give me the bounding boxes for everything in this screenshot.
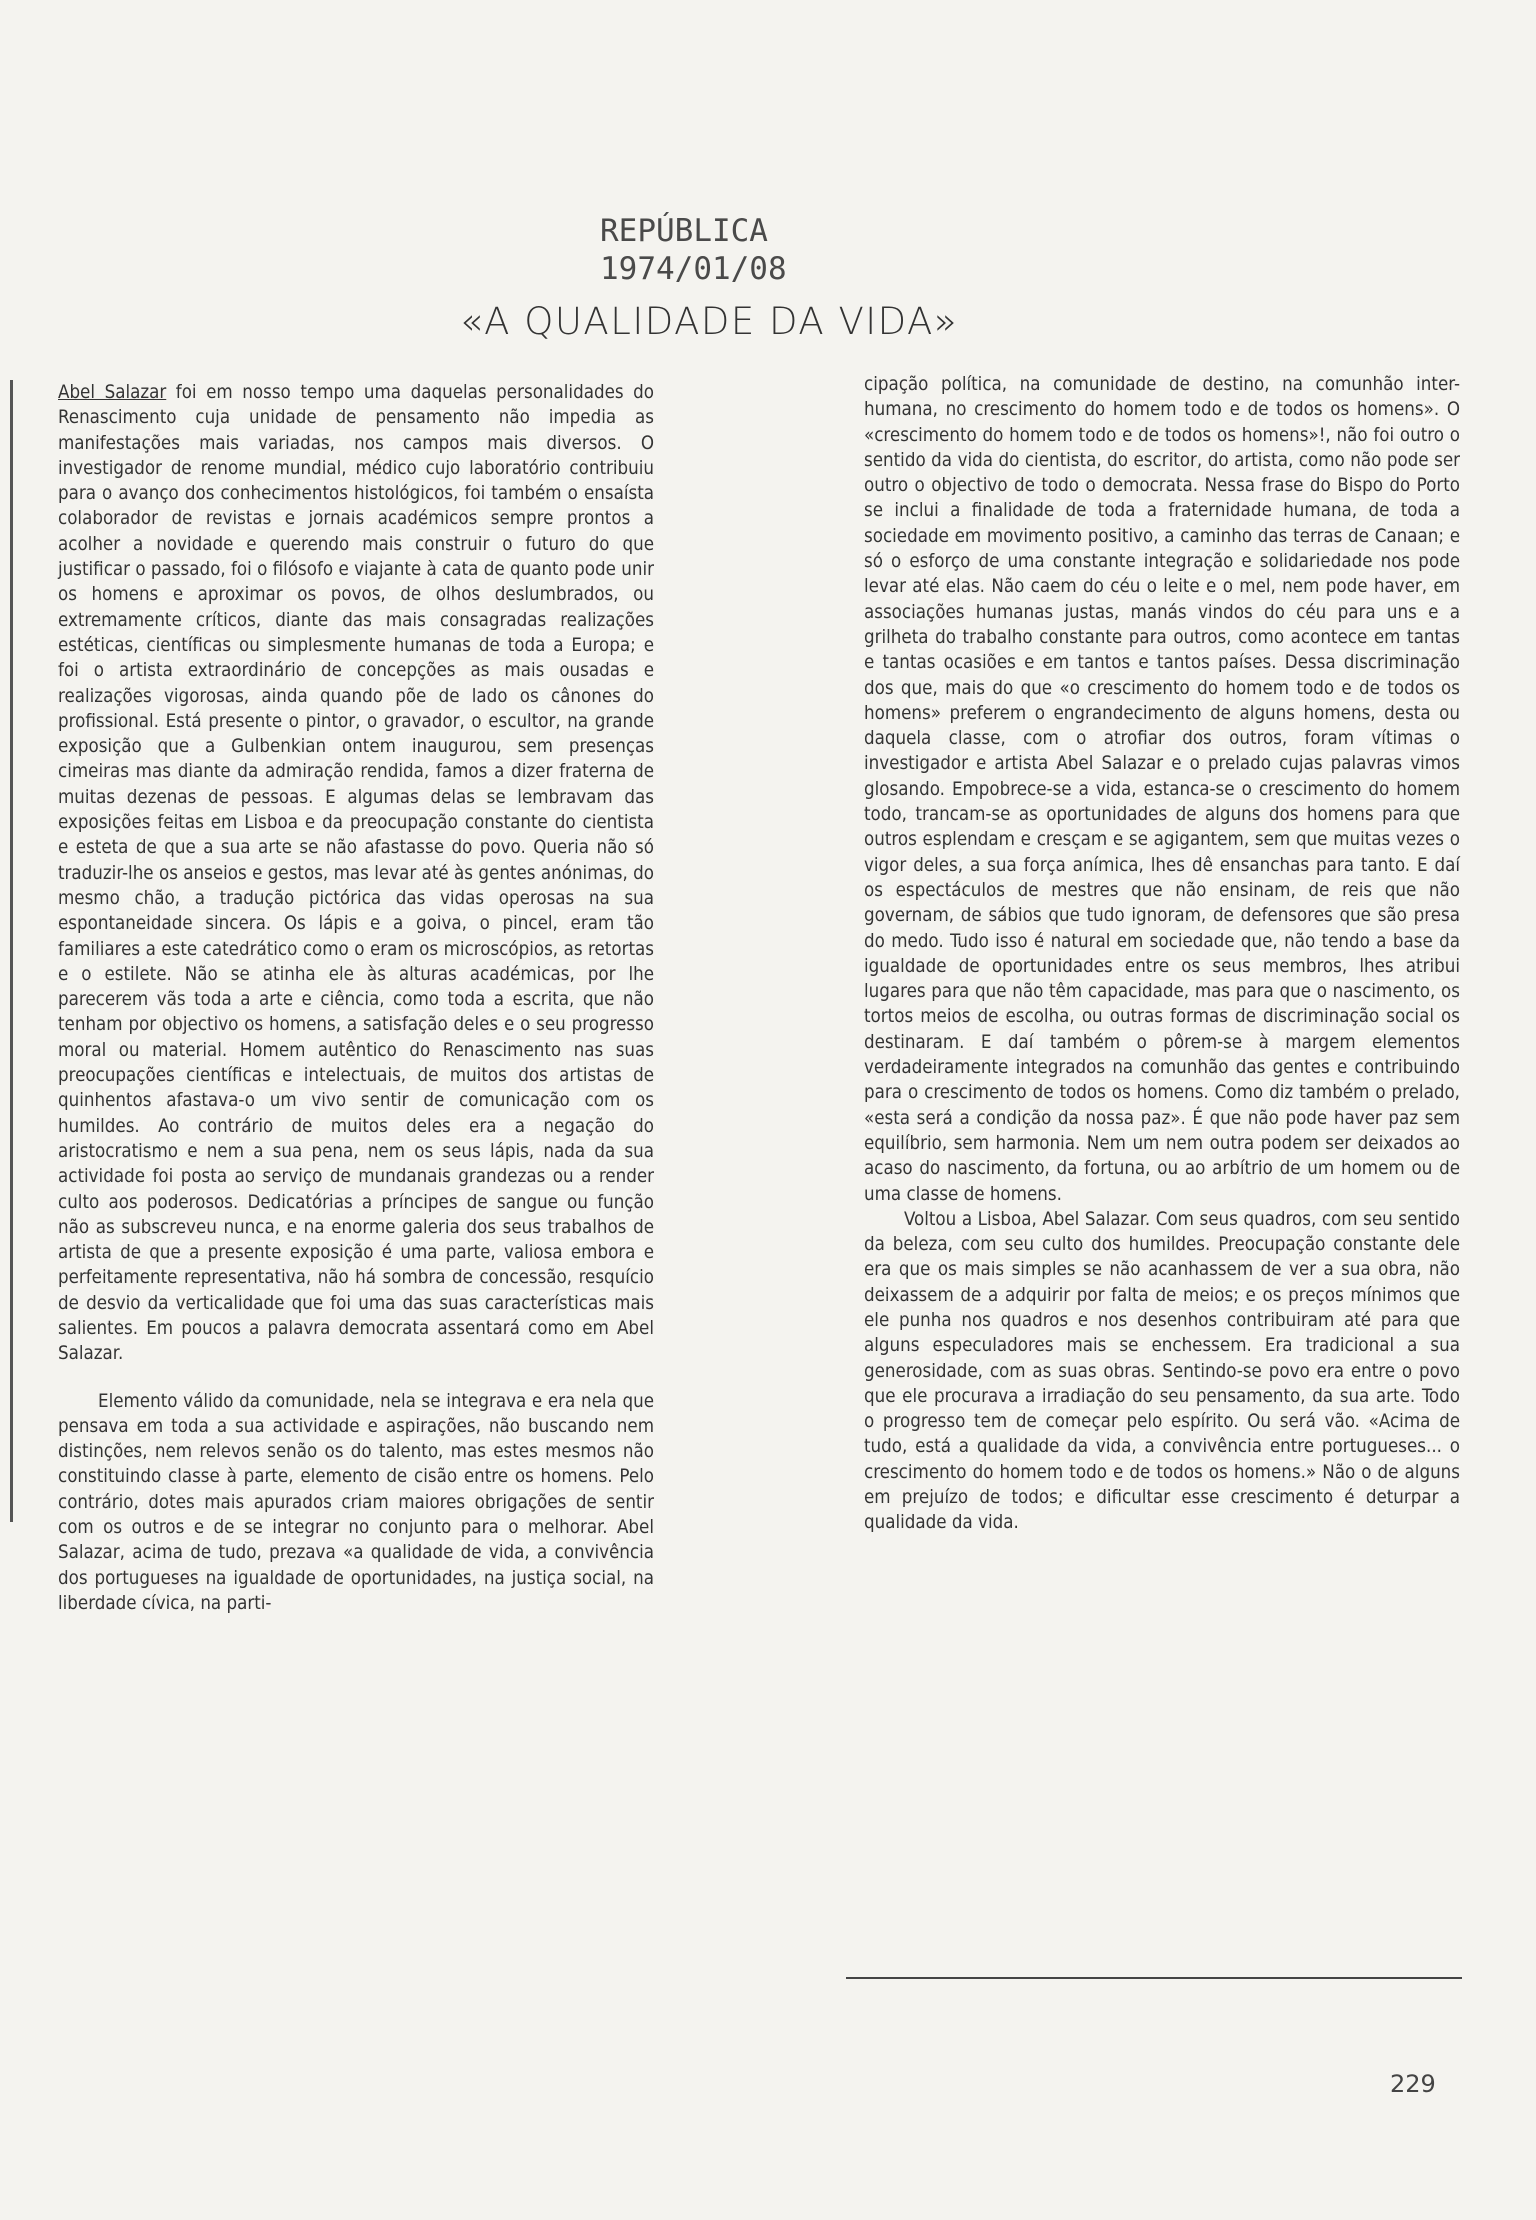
- paragraph: cipação política, na comunidade de destino, na comunhão inter-humana, no crescimento do homem todo e de todos os homens». O «crescimento do homem todo e de todos os homens»!, não foi outro o sentido da vida do cientista, do escritor, do artista, como não pode ser outro o objectivo de todo o democrata. Nessa frase do Bispo do Porto se inclui a finalidade de toda a fraternidade humana, de toda a sociedade em movimento positivo, a caminho das terras de Canaan; e só o esforço de uma constante integração e solidariedade nos pode levar até elas. Não caem do céu o leite e o mel, nem pode haver, em associações humanas justas, manás vindos do céu para uns e a grilheta do trabalho constante para outros, como acontece em tantas e tantas ocasiões e em tantos e tantos países. Dessa discriminação dos que, mais do que «o crescimento do homem todo e de todos os homens» preferem o engrandecimento de alguns homens, desta ou daquela classe, com o atrofiar dos outros, foram vítimas o investigador e artista Abel Salazar e o prelado cujas palavras vimos glosando. Empobrece-se a vida, estanca-se o crescimento do homem todo, trancam-se as oportunidades de alguns dos homens para que outros esplendam e cresçam e se agigantem, sem que muitas vezes o vigor deles, a sua força anímica, lhes dê ensanchas para tanto. E daí os espectáculos de mestres que não ensinam, de reis que não governam, de sábios que tudo ignoram, de defensores que são presa do medo. Tudo isso é natural em sociedade que, não tendo a base da igualdade de oportunidades entre os seus membros, lhes atribui lugares para que não têm capacidade, mas para que o nascimento, os tortos meios de escolha, ou outras formas de discriminação social os destinaram. E daí também o pôrem-se à margem elementos verdadeiramente integrados na comunhão das gentes e contribuindo para o crescimento de todos os homens. Como diz também o prelado, «esta será a condição da nossa paz». É que não pode haver paz sem equilíbrio, sem harmonia. Nem um nem outra podem ser deixados ao acaso do nascimento, da fortuna, ou ao arbítrio de um homem ou de uma classe de homens.: [864, 374, 1460, 1205]
- left-column: [58, 380, 654, 1616]
- left-margin-rule: [10, 380, 13, 1522]
- page-number: 229: [1390, 2070, 1436, 2098]
- paragraph: [58, 380, 654, 1367]
- right-column: [864, 372, 1460, 1536]
- lead-name: Abel Salazar: [58, 382, 167, 403]
- publication-name: REPÚBLICA: [600, 213, 768, 249]
- publication-stamp: [600, 212, 860, 288]
- paragraph-text: foi em nosso tempo uma daquelas personalidades do Renascimento cuja unidade de pensamento não impedia as manifestações mais variadas, nos campos mais diversos. O investigador de renome mundial, médico cujo laboratório contribuiu para o avanço dos conhecimentos histológicos, foi também o ensaísta colaborador de revistas e jornais académicos sempre prontos a acolher a novidade e querendo mais construir o futuro do que justificar o passado, foi o filósofo e viajante à cata de quanto pode unir os homens e aproximar os povos, de olhos deslumbrados, ou extremamente críticos, diante das mais consagradas realizações estéticas, científicas ou simplesmente humanas de toda a Europa; e foi o artista extraordinário de concepções as mais ousadas e realizações vigorosas, ainda quando põe de lado os cânones do profissional. Está presente o pintor, o gravador, o escultor, na grande exposição que a Gulbenkian ontem inaugurou, sem presenças cimeiras mas diante da admiração rendida, famos a dizer fraterna de muitas dezenas de pessoas. E algumas delas se lembravam das exposições feitas em Lisboa e da preocupação constante do cientista e esteta de que a sua arte se não afastasse do povo. Queria não só traduzir-lhe os anseios e gestos, mas levar até às gentes anónimas, do mesmo chão, a tradução pictórica das vidas operosas na sua espontaneidade sincera. Os lápis e a goiva, o pincel, eram tão familiares a este catedrático como o eram os microscópios, as retortas e o estilete. Não se atinha ele às alturas académicas, por lhe parecerem vãs toda a arte e ciência, como toda a escrita, que não tenham por objectivo os homens, a satisfação deles e o seu progresso moral ou material. Homem autêntico do Renascimento nas suas preocupações científicas e intelectuais, de muitos dos artistas de quinhentos afastava-o um vivo sentir de comunicação com os humildes. Ao contrário de muitos deles era a negação do aristocratismo e nem a sua pena, nem os seus lápis, nada da sua actividade foi posta ao serviço de mundanais grandezas ou a render culto aos poderosos. Dedicatórias a príncipes de sangue ou função não as subscreveu nunca, e na enorme galeria dos seus trabalhos de artista de que a presente exposição é uma parte, valiosa embora e perfeitamente representativa, não há sombra de concessão, resquício de desvio da verticalidade que foi uma das suas características mais salientes. Em poucos a palavra democrata assentará como em Abel Salazar.: [58, 382, 654, 1365]
- article-title: «A QUALIDADE DA VIDA»: [460, 300, 958, 343]
- publication-date: 1974/01/08: [600, 251, 787, 287]
- end-rule: [846, 1977, 1462, 1979]
- paragraph: Voltou a Lisboa, Abel Salazar. Com seus quadros, com seu sentido da beleza, com seu culto dos humildes. Preocupação constante dele era que os mais simples se não acanhassem de ver a sua obra, não deixassem de a adquirir por falta de meios; e os preços mínimos que ele punha nos quadros e nos desenhos contribuiram até para que alguns especuladores mais se enchessem. Era tradicional a sua generosidade, com as suas obras. Sentindo-se povo era entre o povo que ele procurava a irradiação do seu pensamento, da sua arte. Todo o progresso tem de começar pelo espírito. Ou será vão. «Acima de tudo, está a qualidade da vida, a convivência entre portugueses... o crescimento do homem todo e de todos os homens.» Não o de alguns em prejuízo de todos; e dificultar esse crescimento é deturpar a qualidade da vida.: [864, 1208, 1460, 1534]
- paragraph: Elemento válido da comunidade, nela se integrava e era nela que pensava em toda a sua actividade e aspirações, não buscando nem distinções, nem relevos senão os do talento, mas estes mesmos não constituindo classe à parte, elemento de cisão entre os homens. Pelo contrário, dotes mais apurados criam maiores obrigações de sentir com os outros e de se integrar no conjunto para o melhorar. Abel Salazar, acima de tudo, prezava «a qualidade de vida, a convivência dos portugueses na igualdade de oportunidades, na justiça social, na liberdade cívica, na parti-: [58, 1390, 654, 1614]
